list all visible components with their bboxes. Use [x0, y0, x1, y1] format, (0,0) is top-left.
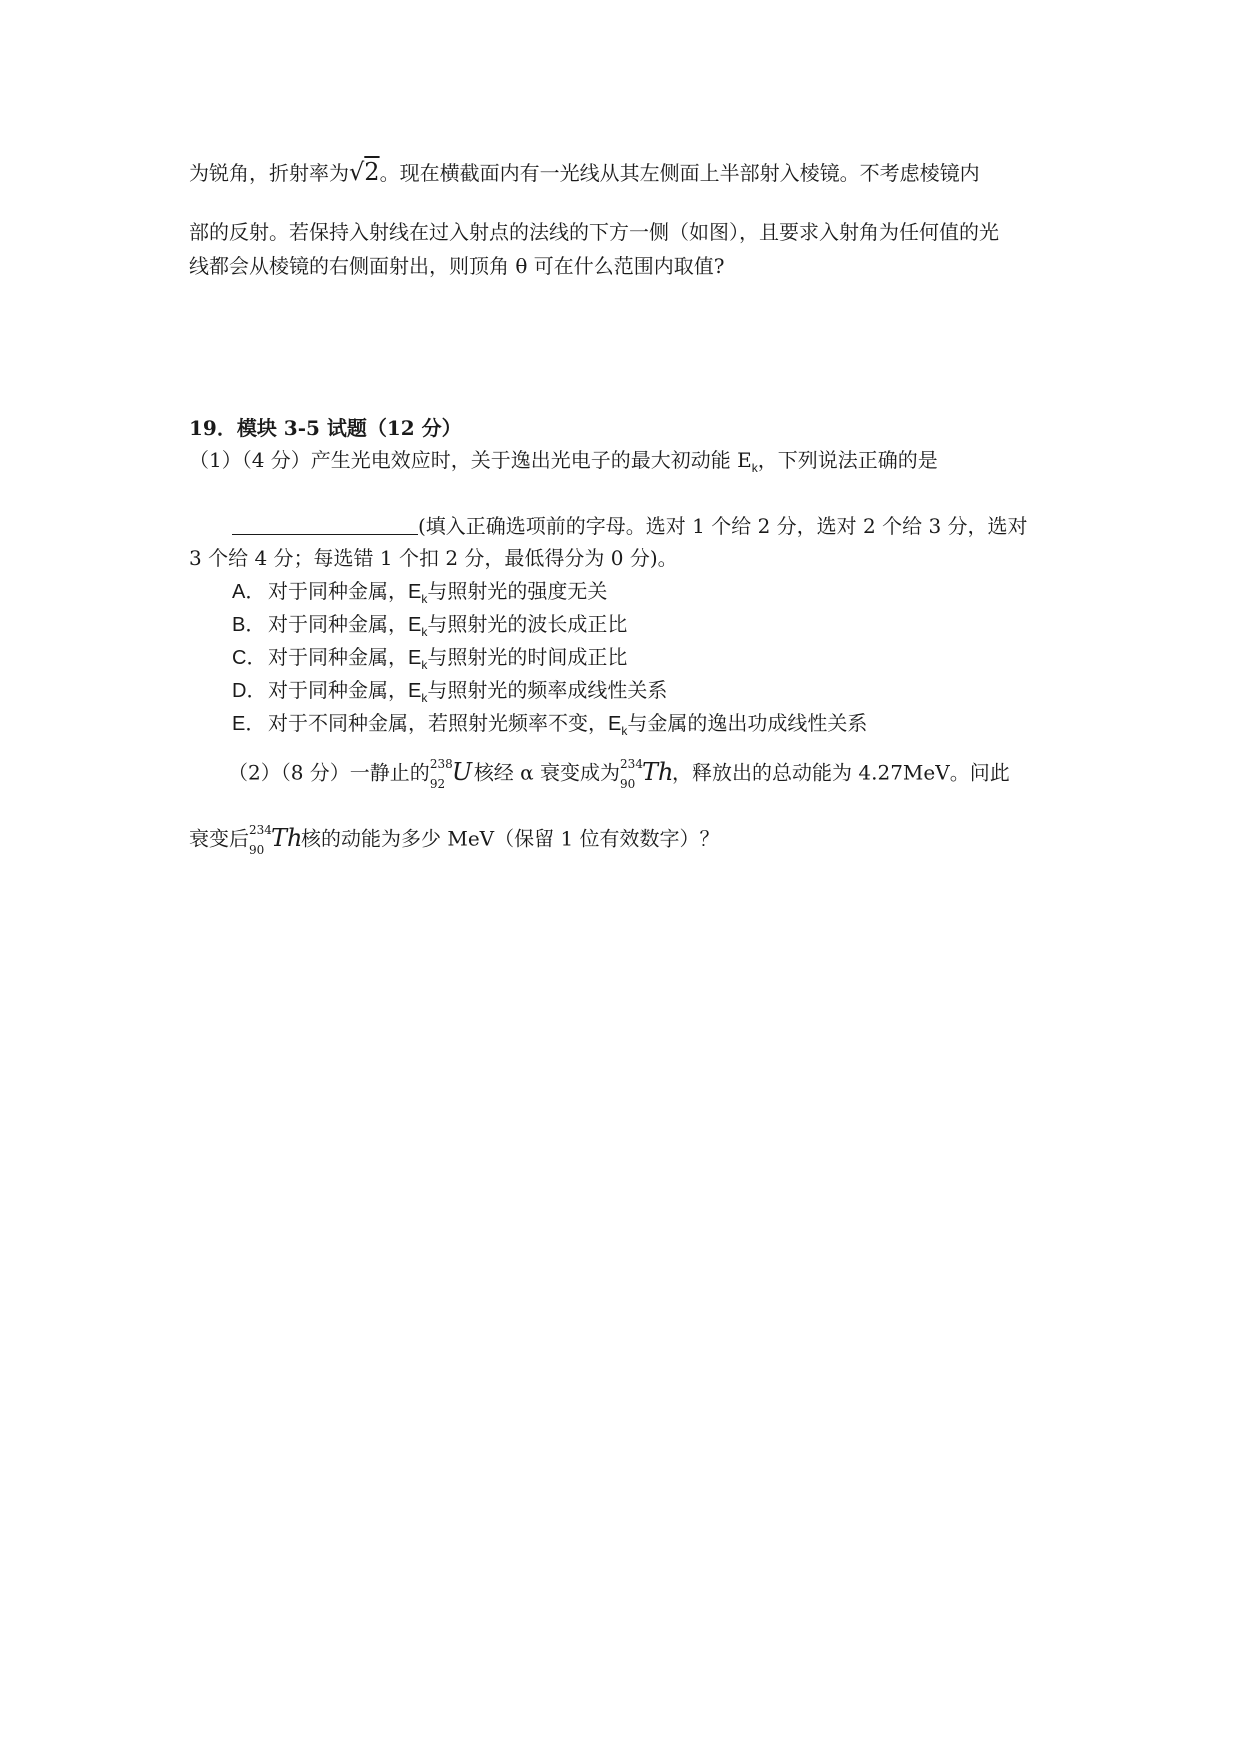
q18-text-1b: 。现在横截面内有一光线从其左侧面上半部射入棱镜。不考虑棱镜内: [379, 161, 980, 185]
u-mass: 238: [429, 757, 453, 771]
option-letter: A．: [232, 581, 266, 603]
q19-part2-text-e: 核的动能为多少 MeV（保留 1 位有效数字）？: [301, 826, 720, 851]
th-symbol: Th: [642, 758, 674, 786]
option-letter: B．: [232, 614, 266, 636]
option-post: 与金属的逸出功成线性关系: [627, 711, 868, 735]
q18-line-1: [189, 160, 980, 185]
option-post: 与照射光的波长成正比: [427, 612, 628, 636]
option-letter: E．: [232, 713, 266, 735]
q18-text-3: 线都会从棱镜的右侧面射出，则顶角 θ 可在什么范围内取值?: [189, 254, 725, 278]
th-mass: 234: [249, 823, 272, 837]
option-e: E: [408, 680, 422, 702]
option-e: E: [608, 713, 622, 735]
q19-part2-text-d: 衰变后: [189, 826, 249, 851]
option-c: [232, 645, 627, 677]
sqrt-two: [349, 158, 380, 186]
q18-text-1a: 为锐角，折射率为: [189, 161, 349, 185]
q19-part1-line: [189, 448, 938, 480]
option-pre: 对于同种金属，: [268, 678, 408, 702]
option-post: 与照射光的强度无关: [427, 579, 608, 603]
thorium-nuclide: [620, 757, 674, 791]
ek-subscript: k: [421, 691, 428, 705]
q19-title: 19．模块 3-5 试题（12 分）: [189, 416, 462, 440]
q18-text-2: 部的反射。若保持入射线在过入射点的法线的下方一侧（如图），且要求入射角为任何值的光: [189, 220, 999, 244]
thorium-nuclide: [249, 823, 303, 857]
q19-part2-line-1: [228, 757, 1010, 791]
uranium-nuclide: [429, 757, 474, 791]
q19-part2-line-2: [189, 823, 720, 857]
option-pre: 对于不同种金属，若照射光频率不变，: [268, 711, 608, 735]
option-pre: 对于同种金属，: [268, 645, 408, 669]
option-letter: C．: [232, 647, 267, 669]
option-letter: D．: [232, 680, 267, 702]
option-pre: 对于同种金属，: [268, 579, 408, 603]
q19-fill-line: [232, 514, 1028, 538]
option-b: [232, 612, 627, 644]
answer-blank[interactable]: [232, 516, 418, 535]
q18-line-2: [189, 220, 999, 244]
option-post: 与照射光的频率成线性关系: [427, 678, 668, 702]
option-e: E: [408, 614, 422, 636]
option-a: [232, 579, 607, 611]
option-e: [232, 711, 867, 743]
q19-part2-text-c: ，释放出的总动能为 4.27MeV。问此: [672, 760, 1010, 785]
th-symbol: Th: [271, 824, 303, 852]
q18-line-3: [189, 254, 724, 278]
q19-part1-text-b: ，下列说法正确的是: [757, 448, 938, 472]
u-symbol: U: [451, 758, 473, 786]
ek-subscript: k: [421, 592, 428, 606]
q19-part1-text-a: （1）（4 分）产生光电效应时，关于逸出光电子的最大初动能 E: [189, 448, 752, 472]
ek-subscript: k: [621, 724, 628, 738]
sqrt-value: 2: [364, 158, 380, 186]
th-z: 90: [249, 843, 265, 857]
q19-fill-text: (填入正确选项前的字母。选对 1 个给 2 分，选对 2 个给 3 分，选对: [418, 514, 1028, 538]
ek-subscript: k: [421, 658, 428, 672]
ek-subscript: k: [421, 625, 428, 639]
q19-part2-text-b: 核经 α 衰变成为: [473, 760, 621, 785]
th-z: 90: [620, 777, 636, 791]
option-d: [232, 678, 667, 710]
q19-part2-text-a: （2）（8 分）一静止的: [228, 760, 430, 785]
q19-fill-line-2: [189, 546, 678, 570]
th-mass: 234: [620, 757, 643, 771]
u-z: 92: [429, 777, 446, 791]
q19-fill-text-2: 3 个给 4 分；每选错 1 个扣 2 分，最低得分为 0 分)。: [189, 546, 678, 570]
option-post: 与照射光的时间成正比: [427, 645, 628, 669]
option-e: E: [408, 647, 422, 669]
ek-subscript: k: [751, 461, 758, 475]
sqrt-sign: √: [349, 158, 365, 186]
option-e: E: [408, 581, 422, 603]
option-pre: 对于同种金属，: [268, 612, 408, 636]
